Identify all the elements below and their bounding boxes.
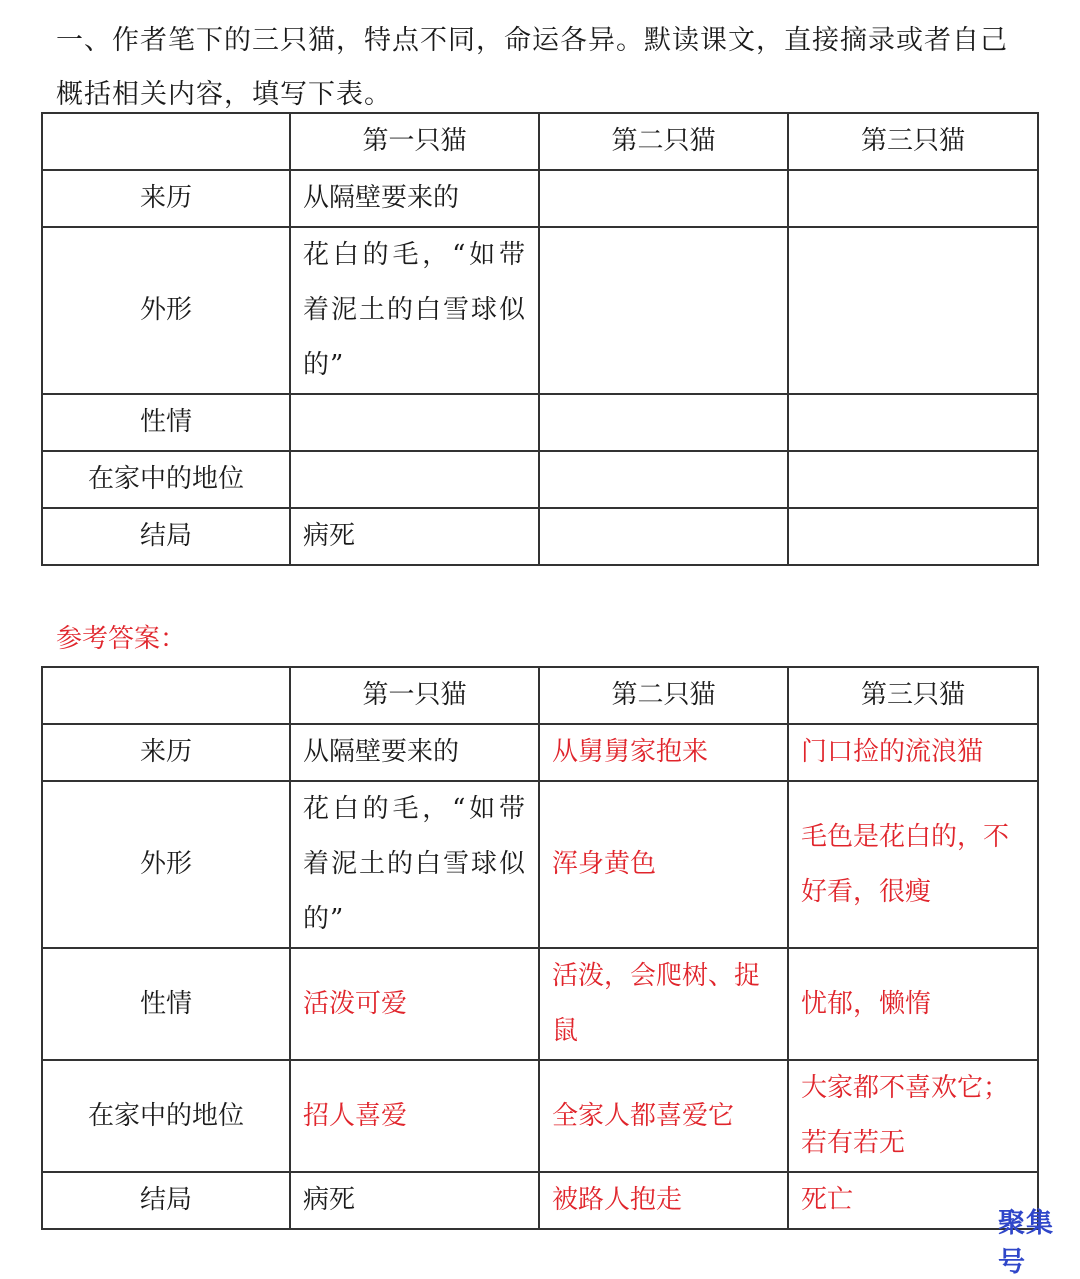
answer-cell: 忧郁，懒惰 (788, 948, 1038, 1060)
answer-cell: 招人喜爱 (290, 1060, 539, 1172)
table-cell (539, 451, 788, 508)
table-header-row (42, 667, 1038, 724)
table-cell (290, 451, 539, 508)
answer-cell: 浑身黄色 (539, 781, 788, 948)
row-label: 来历 (42, 170, 290, 227)
table-cell (788, 170, 1038, 227)
reference-answer-label: 参考答案： (56, 624, 187, 654)
instructions-line-2: 概括相关内容，填写下表。 (56, 79, 392, 110)
row-label: 来历 (42, 724, 290, 781)
watermark-logo: 聚集号 (998, 1208, 1054, 1278)
header-cell (42, 113, 290, 170)
answer-table (41, 666, 1039, 1230)
header-cell: 第三只猫 (788, 667, 1038, 724)
table-cell: 花白的毛，“如带着泥土的白雪球似的” (290, 781, 539, 948)
row-label: 外形 (42, 781, 290, 948)
table-cell (788, 508, 1038, 565)
header-cell: 第二只猫 (539, 667, 788, 724)
table-row (42, 170, 1038, 227)
table-cell (539, 394, 788, 451)
instructions (56, 14, 1046, 122)
table-cell: 从隔壁要来的 (290, 724, 539, 781)
table-row (42, 227, 1038, 394)
header-cell: 第二只猫 (539, 113, 788, 170)
table-row (42, 948, 1038, 1060)
row-label: 结局 (42, 508, 290, 565)
table-cell (539, 227, 788, 394)
row-label: 在家中的地位 (42, 451, 290, 508)
table-cell (539, 508, 788, 565)
answer-cell: 死亡 (788, 1172, 1038, 1229)
table-cell (788, 394, 1038, 451)
row-label: 性情 (42, 948, 290, 1060)
table-row (42, 508, 1038, 565)
header-cell: 第一只猫 (290, 113, 539, 170)
table-cell: 病死 (290, 508, 539, 565)
blank-table (41, 112, 1039, 566)
row-label: 外形 (42, 227, 290, 394)
row-label: 在家中的地位 (42, 1060, 290, 1172)
table-cell: 病死 (290, 1172, 539, 1229)
table-header-row (42, 113, 1038, 170)
table-cell (539, 170, 788, 227)
answer-cell: 大家都不喜欢它；若有若无 (788, 1060, 1038, 1172)
header-cell: 第三只猫 (788, 113, 1038, 170)
answer-cell: 全家人都喜爱它 (539, 1060, 788, 1172)
table-cell (290, 394, 539, 451)
table-row (42, 724, 1038, 781)
answer-cell: 活泼，会爬树、捉鼠 (539, 948, 788, 1060)
answer-cell: 毛色是花白的，不好看，很瘦 (788, 781, 1038, 948)
row-label: 结局 (42, 1172, 290, 1229)
answer-cell: 活泼可爱 (290, 948, 539, 1060)
instructions-line-1: 一、作者笔下的三只猫，特点不同，命运各异。默读课文，直接摘录或者自己 (56, 25, 1008, 56)
table-cell: 花白的毛，“如带着泥土的白雪球似的” (290, 227, 539, 394)
table-row (42, 451, 1038, 508)
answer-cell: 门口捡的流浪猫 (788, 724, 1038, 781)
table-row (42, 1172, 1038, 1229)
table-cell (788, 451, 1038, 508)
table-cell (788, 227, 1038, 394)
table-row (42, 394, 1038, 451)
header-cell: 第一只猫 (290, 667, 539, 724)
table-cell: 从隔壁要来的 (290, 170, 539, 227)
answer-cell: 从舅舅家抱来 (539, 724, 788, 781)
table-row (42, 781, 1038, 948)
row-label: 性情 (42, 394, 290, 451)
header-cell (42, 667, 290, 724)
answer-cell: 被路人抱走 (539, 1172, 788, 1229)
table-row (42, 1060, 1038, 1172)
